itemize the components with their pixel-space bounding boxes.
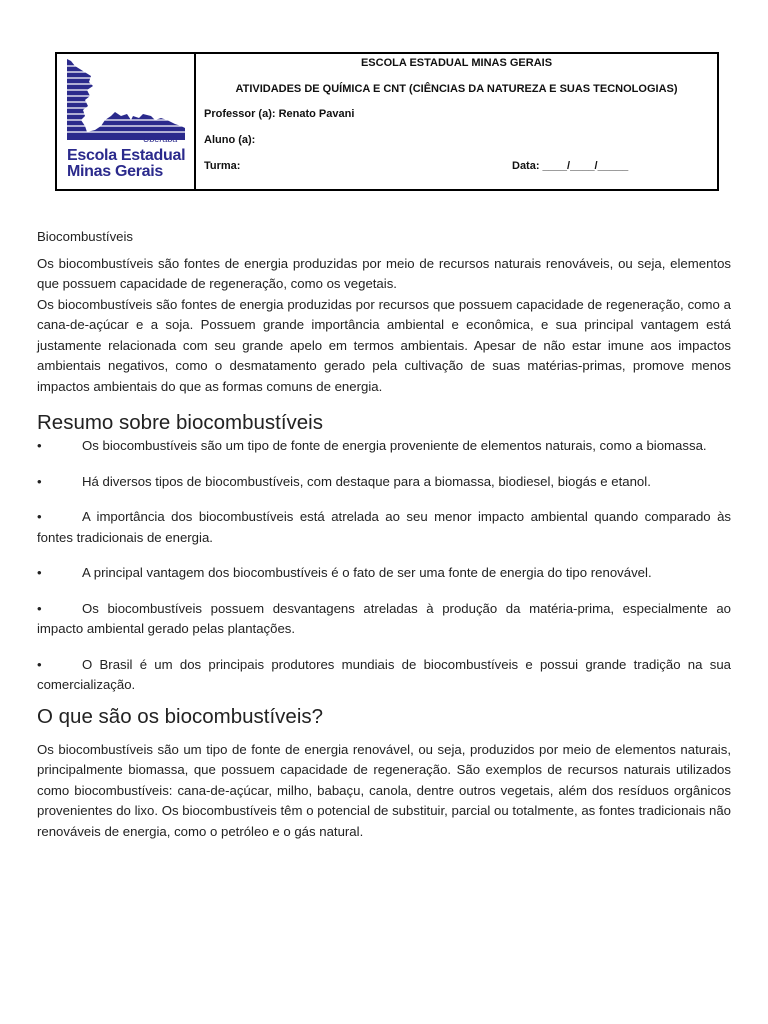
date-field: Data: ____/____/_____ bbox=[512, 160, 629, 172]
summary-list-item-text: Os biocombustíveis possuem desvantagens atreladas à produção da matéria-prima, especialmente ao impacto ambiental gerado pelas plantações. bbox=[37, 600, 731, 636]
student-field: Aluno (a): bbox=[204, 134, 256, 146]
summary-list-item-text: Os biocombustíveis são um tipo de fonte de energia proveniente de elementos naturais, como a biomassa. bbox=[82, 438, 707, 453]
summary-list-item bbox=[37, 655, 731, 696]
bullet-marker: • bbox=[37, 509, 42, 524]
summary-list-item-text: A importância dos biocombustíveis está atrelada ao seu menor impacto ambiental quando comparado às fontes tradicionais de energia. bbox=[37, 509, 731, 545]
school-header bbox=[55, 52, 719, 191]
school-name: ESCOLA ESTADUAL MINAS GERAIS bbox=[360, 57, 553, 69]
intro-title: Biocombustíveis bbox=[37, 229, 134, 244]
school-logo bbox=[57, 54, 196, 189]
intro-paragraph-2: Os biocombustíveis são fontes de energia produzidas por recursos que possuem capacidade de regeneração, como a cana-de-açúcar e a soja. Possuem grande importância ambiental e econômica, e sua principal vantagem está justamente relacionada com seu grande apelo em termos ambientais. Apesar de não estar imune aos impactos ambientais negativos, como o desmatamento gerado pela cultivação de suas matérias-primas, promove menos impactos ambientais do que as formas comuns de energia. bbox=[37, 296, 731, 394]
header-info bbox=[196, 54, 717, 189]
bullet-marker: • bbox=[37, 656, 42, 672]
logo-line2: Minas Gerais bbox=[67, 163, 164, 180]
activity-title: ATIVIDADES DE QUÍMICA E CNT (CIÊNCIAS DA NATUREZA E SUAS TECNOLOGIAS) bbox=[235, 83, 678, 95]
summary-list bbox=[37, 436, 731, 696]
summary-list-item bbox=[37, 563, 731, 584]
what-are-paragraph: Os biocombustíveis são um tipo de fonte de energia renovável, ou seja, produzidos por meio de elementos naturais, principalmente biomassa, que possuem capacidade de regeneração. São exemplos de recursos naturais utilizados como biocombustíveis: cana-de-açúcar, milho, babaçu, canola, dentre outros vegetais, além dos resíduos orgânicos provenientes do lixo. Os biocombustíveis têm o potencial de substituir, parcial ou totalmente, as fontes tradicionais não renováveis de energia, como o petróleo e o gás natural. bbox=[37, 741, 731, 839]
summary-list-item-text: O Brasil é um dos principais produtores mundiais de biocombustíveis e possui grande tradição na sua comercialização. bbox=[37, 656, 731, 692]
summary-list-item bbox=[37, 436, 731, 457]
summary-list-item-text: Há diversos tipos de biocombustíveis, com destaque para a biomassa, biodiesel, biogás e etanol. bbox=[82, 473, 651, 489]
document-body bbox=[37, 227, 731, 842]
summary-list-item bbox=[37, 472, 731, 493]
logo-line1: Escola Estadual bbox=[67, 147, 186, 164]
summary-list-item-text: A principal vantagem dos biocombustíveis é o fato de ser uma fonte de energia do tipo renovável. bbox=[82, 565, 652, 580]
logo-city: Uberaba bbox=[143, 134, 178, 144]
bullet-marker: • bbox=[37, 473, 42, 489]
class-field: Turma: bbox=[204, 160, 241, 172]
bullet-marker: • bbox=[37, 565, 42, 580]
summary-list-item bbox=[37, 507, 731, 548]
teacher-field: Professor (a): Renato Pavani bbox=[204, 108, 355, 120]
summary-list-item bbox=[37, 599, 731, 640]
bullet-marker: • bbox=[37, 438, 42, 453]
intro-paragraph-1: Os biocombustíveis são fontes de energia produzidas por meio de recursos naturais renováveis, ou seja, elementos que possuem capacidade de regeneração, como os vegetais. bbox=[37, 255, 731, 291]
summary-heading: Resumo sobre biocombustíveis bbox=[37, 411, 323, 434]
bullet-marker: • bbox=[37, 600, 42, 616]
what-are-heading: O que são os biocombustíveis? bbox=[37, 704, 324, 728]
